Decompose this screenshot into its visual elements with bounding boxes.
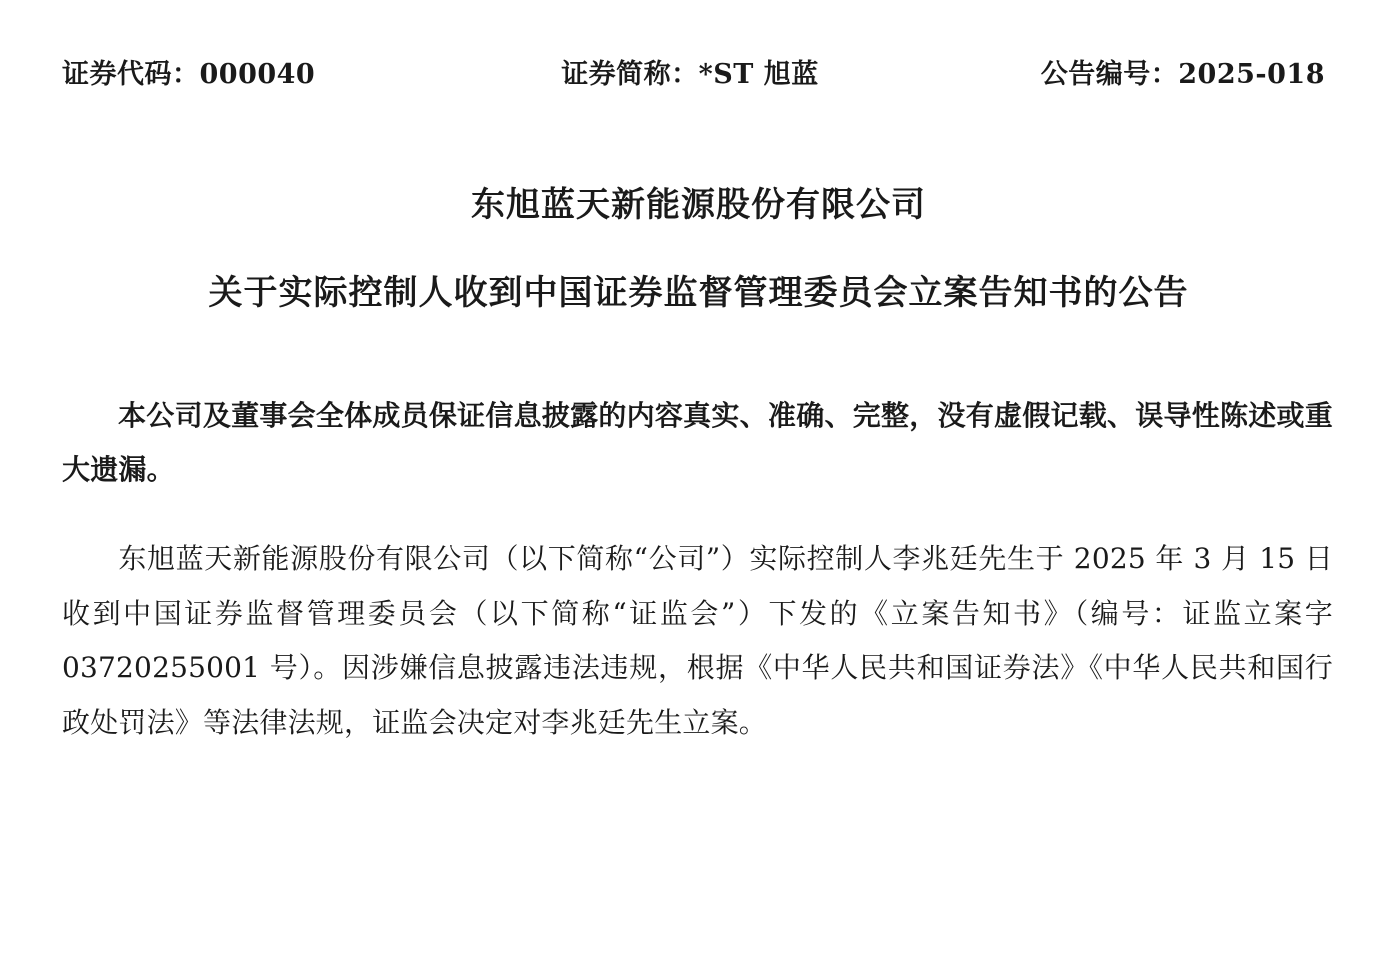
document-body xyxy=(58,389,1339,751)
paragraph-text: 东旭蓝天新能源股份有限公司（以下简称“公司”）实际控制人李兆廷先生于 2025 年 3 月 15 日收到中国证券监督管理委员会（以下简称“证监会”）下发的《立案告知书》（编号：证监立案字 03720255001 号）。因涉嫌信息披露违法违规，根据《中华人民共和国证券法》《中华人民共和国行政处罚法》等法律法规，证监会决定对李兆廷先生立案。 xyxy=(62,541,1333,739)
announcement-number: 公告编号：2025-018 xyxy=(1040,59,1325,90)
paragraph-text: 本公司及董事会全体成员保证信息披露的内容真实、准确、完整，没有虚假记载、误导性陈述或重大遗漏。 xyxy=(62,398,1333,487)
company-name-title: 东旭蓝天新能源股份有限公司 xyxy=(471,185,926,225)
security-short-name: 证券简称：*ST 旭蓝 xyxy=(561,59,819,90)
security-code: 证券代码：000040 xyxy=(62,59,316,90)
title-block xyxy=(58,183,1339,317)
document-header xyxy=(58,52,1339,91)
paragraph-main-body xyxy=(62,532,1333,750)
announcement-subject-title: 关于实际控制人收到中国证券监督管理委员会立案告知书的公告 xyxy=(208,272,1189,313)
paragraph-disclaimer xyxy=(62,389,1333,498)
